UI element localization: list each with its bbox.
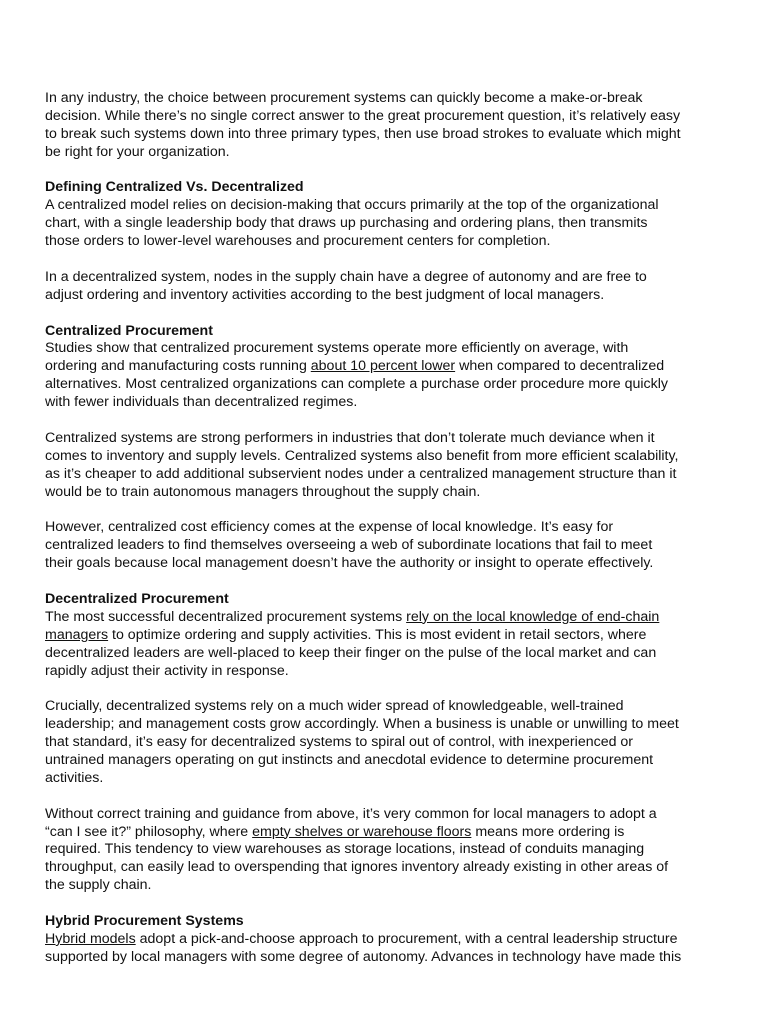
paragraph-gap bbox=[45, 501, 735, 519]
paragraph-gap bbox=[45, 305, 735, 323]
text-line: the supply chain. bbox=[45, 877, 152, 894]
text-line: supported by local managers with some degree of autonomy. Advances in technology have made this bbox=[45, 948, 682, 965]
section-heading-hybrid: Hybrid Procurement Systems bbox=[45, 912, 244, 929]
centralized-paragraph-3 bbox=[45, 519, 735, 573]
link-hybrid-models[interactable]: Hybrid models bbox=[45, 930, 136, 947]
text-line: However, centralized cost efficiency comes at the expense of local knowledge. It’s easy for bbox=[45, 519, 614, 536]
document-page bbox=[45, 90, 735, 967]
text-line: be right for your organization. bbox=[45, 143, 230, 160]
text-line-with-link bbox=[45, 358, 735, 376]
text-line: rapidly adjust their activity in response. bbox=[45, 662, 289, 679]
text-line: those orders to lower-level warehouses and procurement centers for completion. bbox=[45, 233, 551, 250]
text-line: activities. bbox=[45, 769, 104, 786]
paragraph-gap bbox=[45, 680, 735, 698]
link-empty-shelves[interactable]: empty shelves or warehouse floors bbox=[252, 823, 472, 840]
paragraph-gap bbox=[45, 788, 735, 806]
defining-paragraph-2 bbox=[45, 269, 735, 305]
text-line: decision. While there’s no single correct answer to the great procurement question, it’s relatively easy bbox=[45, 107, 681, 124]
hybrid-paragraph-1 bbox=[45, 931, 735, 967]
paragraph-gap bbox=[45, 412, 735, 430]
paragraph-gap bbox=[45, 895, 735, 913]
centralized-paragraph-1 bbox=[45, 340, 735, 412]
link-local-knowledge[interactable]: rely on the local knowledge of end-chain bbox=[406, 608, 660, 625]
text-line: leadership; and management costs grow accordingly. When a business is unable or unwilling to meet bbox=[45, 716, 679, 733]
text-line: would be to train autonomous managers throughout the supply chain. bbox=[45, 483, 481, 500]
text-line: Centralized systems are strong performers in industries that don’t tolerate much deviance when it bbox=[45, 429, 655, 446]
text-segment: The most successful decentralized procurement systems bbox=[45, 608, 407, 625]
paragraph-gap bbox=[45, 573, 735, 591]
text-line: to break such systems down into three primary types, then use broad strokes to evaluate which might bbox=[45, 125, 681, 142]
text-line: chart, with a single leadership body that draws up purchasing and ordering plans, then transmits bbox=[45, 215, 648, 232]
defining-paragraph-1 bbox=[45, 197, 735, 251]
text-line: centralized leaders to find themselves overseeing a web of subordinate locations that fail to meet bbox=[45, 537, 653, 554]
text-line: alternatives. Most centralized organizations can complete a purchase order procedure more quickly bbox=[45, 376, 668, 393]
text-segment: “can I see it?” philosophy, where bbox=[45, 823, 253, 840]
text-line: adjust ordering and inventory activities according to the best judgment of local managers. bbox=[45, 286, 605, 303]
decentralized-paragraph-1 bbox=[45, 609, 735, 681]
text-line-with-link bbox=[45, 824, 735, 842]
section-heading-defining: Defining Centralized Vs. Decentralized bbox=[45, 179, 304, 196]
text-line: with fewer individuals than decentralized regimes. bbox=[45, 394, 358, 411]
text-line: their goals because local management doesn’t have the authority or insight to operate effectively. bbox=[45, 555, 654, 572]
text-line: In any industry, the choice between procurement systems can quickly become a make-or-break bbox=[45, 90, 643, 106]
text-line: Without correct training and guidance from above, it’s very common for local managers to adopt a bbox=[45, 805, 657, 822]
text-segment: when compared to decentralized bbox=[455, 358, 665, 375]
text-line: Studies show that centralized procurement systems operate more efficiently on average, with bbox=[45, 340, 629, 357]
section-heading-centralized: Centralized Procurement bbox=[45, 322, 213, 339]
text-line: In a decentralized system, nodes in the supply chain have a degree of autonomy and are free to bbox=[45, 268, 647, 285]
text-line: comes to inventory and supply levels. Centralized systems also benefit from more efficient scalability, bbox=[45, 447, 679, 464]
section-heading-decentralized: Decentralized Procurement bbox=[45, 590, 229, 607]
text-line-with-link bbox=[45, 931, 735, 949]
text-line-with-link bbox=[45, 627, 735, 645]
decentralized-paragraph-3 bbox=[45, 806, 735, 895]
text-line: that standard, it’s easy for decentralized systems to spiral out of control, with inexperienced or bbox=[45, 734, 634, 751]
text-segment: adopt a pick-and-choose approach to procurement, with a central leadership structure bbox=[135, 930, 678, 947]
text-line: untrained managers operating on gut instincts and anecdotal evidence to determine procurement bbox=[45, 751, 654, 768]
text-line: Crucially, decentralized systems rely on a much wider spread of knowledgeable, well-trained bbox=[45, 698, 624, 715]
text-line: required. This tendency to view warehouses as storage locations, instead of conduits managing bbox=[45, 841, 645, 858]
intro-paragraph bbox=[45, 90, 735, 162]
decentralized-paragraph-2 bbox=[45, 698, 735, 787]
link-local-knowledge-continued[interactable]: managers bbox=[45, 626, 109, 643]
centralized-paragraph-2 bbox=[45, 430, 735, 502]
text-line: throughput, can easily lead to overspending that ignores inventory already existing in other areas of bbox=[45, 859, 669, 876]
text-line: decentralized leaders are well-placed to keep their finger on the pulse of the local market and can bbox=[45, 644, 657, 661]
text-line: A centralized model relies on decision-making that occurs primarily at the top of the organizational bbox=[45, 197, 659, 214]
link-10-percent-lower[interactable]: about 10 percent lower bbox=[310, 358, 456, 375]
paragraph-gap bbox=[45, 251, 735, 269]
text-line: as it’s cheaper to add additional subservient nodes under a centralized management structure than it bbox=[45, 465, 677, 482]
text-segment: means more ordering is bbox=[471, 823, 625, 840]
text-line-with-link bbox=[45, 609, 735, 627]
paragraph-gap bbox=[45, 162, 735, 180]
text-segment: ordering and manufacturing costs running bbox=[45, 358, 311, 375]
text-segment: to optimize ordering and supply activities. This is most evident in retail sectors, where bbox=[108, 626, 647, 643]
